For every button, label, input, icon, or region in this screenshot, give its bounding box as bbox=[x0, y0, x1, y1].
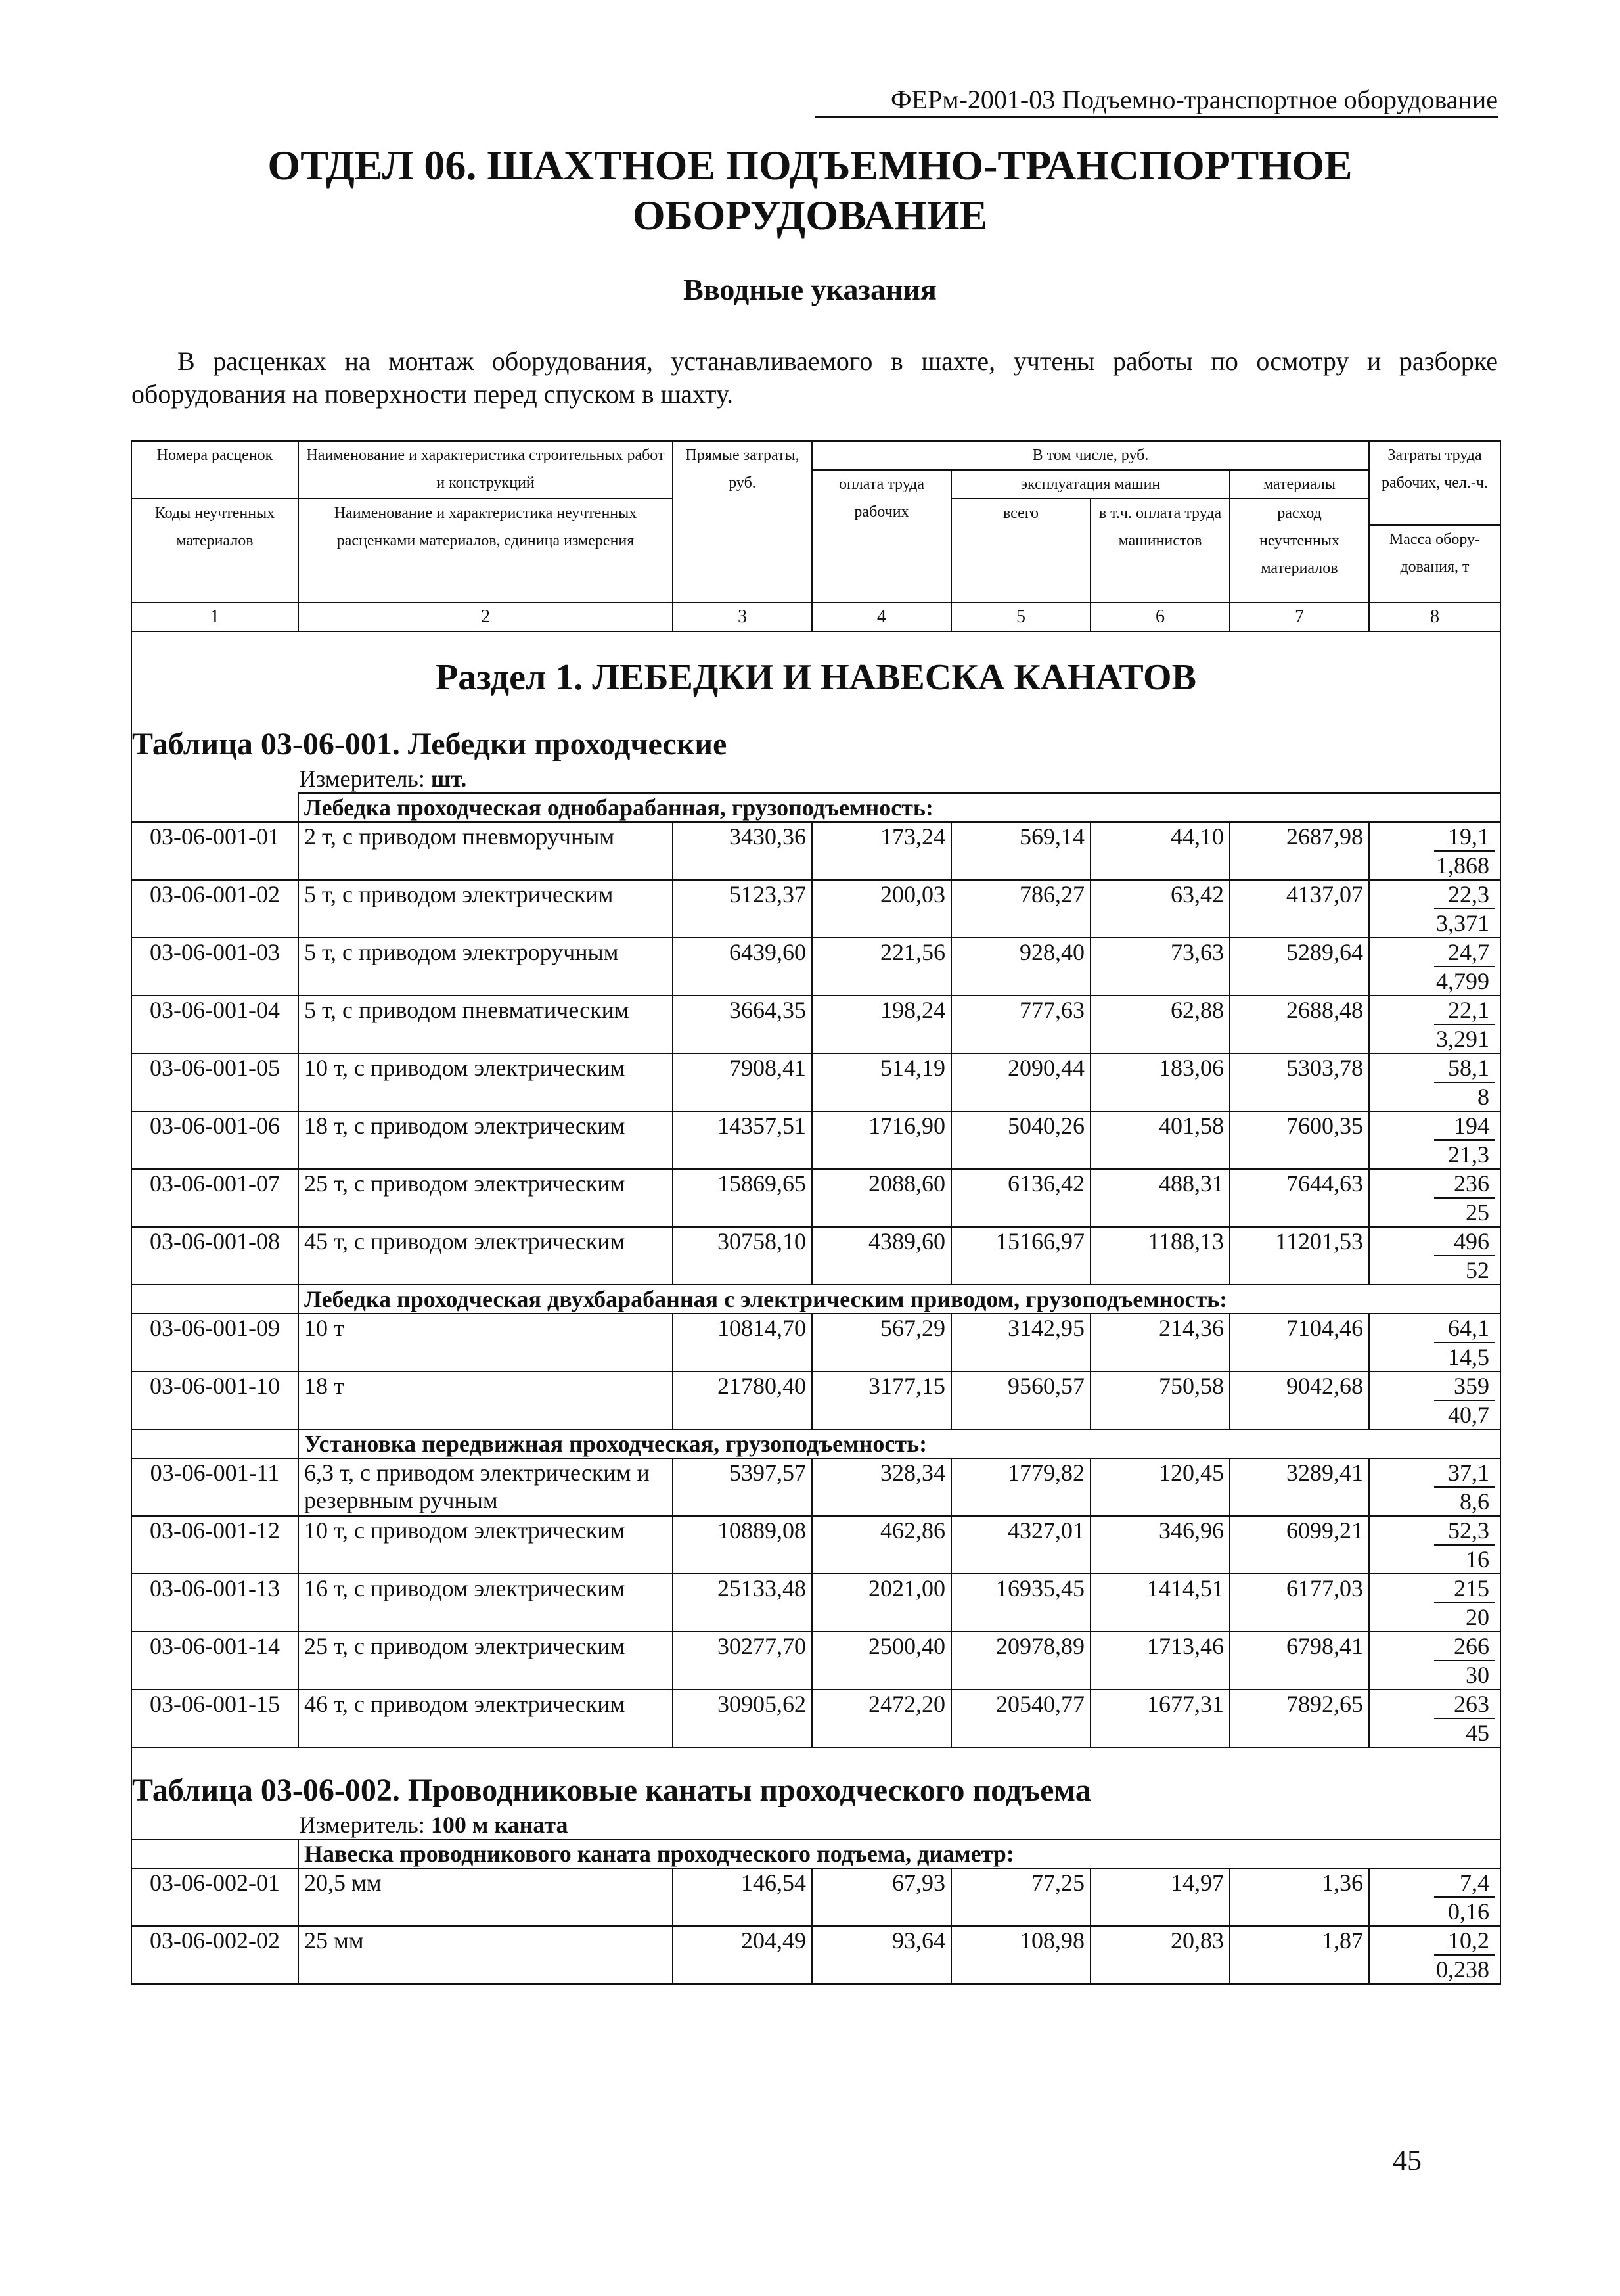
work-description: 5 т, с приводом пневматическим bbox=[298, 996, 673, 1053]
section-title: Раздел 1. ЛЕБЕДКИ И НАВЕСКА КАНАТОВ bbox=[436, 657, 1196, 698]
group-heading: Навеска проводникового каната проходческого подъема, диаметр: bbox=[298, 1839, 1500, 1868]
rate-code: 03-06-001-09 bbox=[131, 1314, 298, 1371]
worker-wages: 1716,90 bbox=[812, 1111, 951, 1169]
labor-and-mass bbox=[1369, 996, 1500, 1053]
material-costs: 7892,65 bbox=[1230, 1689, 1369, 1747]
worker-wages: 2021,00 bbox=[812, 1574, 951, 1632]
labor-hours: 194 bbox=[1434, 1112, 1495, 1141]
labor-hours: 263 bbox=[1434, 1690, 1495, 1719]
work-description: 45 т, с приводом электрическим bbox=[298, 1227, 673, 1285]
header-wages: оплата труда рабочих bbox=[812, 470, 951, 603]
rate-code: 03-06-002-01 bbox=[131, 1868, 298, 1926]
worker-wages: 4389,60 bbox=[812, 1227, 951, 1285]
rate-code: 03-06-001-12 bbox=[131, 1516, 298, 1574]
machinist-wages: 1677,31 bbox=[1091, 1689, 1230, 1747]
col-number: 1 bbox=[131, 603, 298, 631]
direct-costs: 146,54 bbox=[673, 1868, 812, 1926]
labor-and-mass bbox=[1369, 1574, 1500, 1632]
machinist-wages: 120,45 bbox=[1091, 1458, 1230, 1516]
direct-costs: 3430,36 bbox=[673, 822, 812, 880]
col-number: 8 bbox=[1369, 603, 1500, 631]
rate-code: 03-06-001-08 bbox=[131, 1227, 298, 1285]
machine-costs: 2090,44 bbox=[951, 1053, 1091, 1111]
machine-costs: 786,27 bbox=[951, 880, 1091, 938]
header-machines-wages: в т.ч. оплата труда машинистов bbox=[1091, 499, 1230, 603]
machinist-wages: 750,58 bbox=[1091, 1371, 1230, 1429]
table-row bbox=[131, 1689, 1500, 1747]
worker-wages: 328,34 bbox=[812, 1458, 951, 1516]
labor-hours: 19,1 bbox=[1434, 823, 1495, 852]
direct-costs: 15869,65 bbox=[673, 1169, 812, 1227]
worker-wages: 3177,15 bbox=[812, 1371, 951, 1429]
equipment-mass: 45 bbox=[1466, 1720, 1489, 1746]
measure-unit-value: шт. bbox=[430, 766, 467, 792]
equipment-mass: 0,238 bbox=[1436, 1956, 1489, 1983]
machine-costs: 20978,89 bbox=[951, 1632, 1091, 1689]
labor-hours: 7,4 bbox=[1434, 1869, 1495, 1898]
labor-hours: 215 bbox=[1434, 1574, 1495, 1603]
measure-unit-label: Измеритель: bbox=[299, 766, 425, 792]
material-costs: 3289,41 bbox=[1230, 1458, 1369, 1516]
machine-costs: 15166,97 bbox=[951, 1227, 1091, 1285]
table-row bbox=[131, 1111, 1500, 1169]
table-row bbox=[131, 1458, 1500, 1516]
worker-wages: 567,29 bbox=[812, 1314, 951, 1371]
work-description: 25 мм bbox=[298, 1926, 673, 1984]
direct-costs: 5123,37 bbox=[673, 880, 812, 938]
labor-and-mass bbox=[1369, 1926, 1500, 1984]
equipment-mass: 8 bbox=[1477, 1084, 1489, 1110]
header-including: В том числе, руб. bbox=[812, 441, 1369, 470]
equipment-mass: 52 bbox=[1466, 1257, 1489, 1283]
machinist-wages: 346,96 bbox=[1091, 1516, 1230, 1574]
rate-code: 03-06-002-02 bbox=[131, 1926, 298, 1984]
worker-wages: 93,64 bbox=[812, 1926, 951, 1984]
labor-hours: 58,1 bbox=[1434, 1054, 1495, 1083]
worker-wages: 67,93 bbox=[812, 1868, 951, 1926]
col-number: 3 bbox=[673, 603, 812, 631]
work-description: 5 т, с приводом электрическим bbox=[298, 880, 673, 938]
rate-code: 03-06-001-13 bbox=[131, 1574, 298, 1632]
material-costs: 11201,53 bbox=[1230, 1227, 1369, 1285]
machine-costs: 928,40 bbox=[951, 938, 1091, 996]
labor-and-mass bbox=[1369, 1314, 1500, 1371]
machinist-wages: 62,88 bbox=[1091, 996, 1230, 1053]
work-description: 10 т, с приводом электрическим bbox=[298, 1516, 673, 1574]
direct-costs: 10889,08 bbox=[673, 1516, 812, 1574]
header-unaccounted-codes: Коды неучтенных материалов bbox=[131, 499, 298, 603]
work-description: 5 т, с приводом электроручным bbox=[298, 938, 673, 996]
machinist-wages: 214,36 bbox=[1091, 1314, 1230, 1371]
header-mass: Масса обору-дования, т bbox=[1369, 525, 1500, 603]
direct-costs: 3664,35 bbox=[673, 996, 812, 1053]
labor-and-mass bbox=[1369, 1227, 1500, 1285]
material-costs: 2688,48 bbox=[1230, 996, 1369, 1053]
equipment-mass: 30 bbox=[1466, 1662, 1489, 1688]
rate-code: 03-06-001-07 bbox=[131, 1169, 298, 1227]
equipment-mass: 0,16 bbox=[1448, 1898, 1489, 1925]
worker-wages: 514,19 bbox=[812, 1053, 951, 1111]
labor-hours: 64,1 bbox=[1434, 1314, 1495, 1343]
header-name-top: Наименование и характеристика строительных работ и конструкций bbox=[298, 441, 673, 499]
table-row bbox=[131, 880, 1500, 938]
work-description: 16 т, с приводом электрическим bbox=[298, 1574, 673, 1632]
labor-and-mass bbox=[1369, 1689, 1500, 1747]
direct-costs: 10814,70 bbox=[673, 1314, 812, 1371]
col-number: 6 bbox=[1091, 603, 1230, 631]
labor-and-mass bbox=[1369, 1868, 1500, 1926]
table-title: Таблица 03-06-001. Лебедки проходческие bbox=[132, 727, 727, 762]
material-costs: 1,87 bbox=[1230, 1926, 1369, 1984]
table-row bbox=[131, 996, 1500, 1053]
rate-code: 03-06-001-06 bbox=[131, 1111, 298, 1169]
worker-wages: 2088,60 bbox=[812, 1169, 951, 1227]
equipment-mass: 16 bbox=[1466, 1546, 1489, 1573]
machine-costs: 6136,42 bbox=[951, 1169, 1091, 1227]
intro-heading: Вводные указания bbox=[683, 273, 937, 306]
labor-and-mass bbox=[1369, 1053, 1500, 1111]
machine-costs: 569,14 bbox=[951, 822, 1091, 880]
table-row bbox=[131, 822, 1500, 880]
equipment-mass: 8,6 bbox=[1460, 1488, 1489, 1515]
work-description: 6,3 т, с приводом электрическим и резервным ручным bbox=[298, 1458, 673, 1516]
work-description: 46 т, с приводом электрическим bbox=[298, 1689, 673, 1747]
material-costs: 2687,98 bbox=[1230, 822, 1369, 880]
col-number: 4 bbox=[812, 603, 951, 631]
machinist-wages: 1713,46 bbox=[1091, 1632, 1230, 1689]
group-heading: Лебедка проходческая двухбарабанная с электрическим приводом, грузоподъемность: bbox=[298, 1285, 1500, 1314]
equipment-mass: 1,868 bbox=[1436, 852, 1489, 879]
worker-wages: 2500,40 bbox=[812, 1632, 951, 1689]
labor-hours: 37,1 bbox=[1434, 1459, 1495, 1488]
header-materials-unaccounted: расход неучтенных материалов bbox=[1230, 499, 1369, 603]
labor-hours: 496 bbox=[1434, 1228, 1495, 1256]
intro-text: В расценках на монтаж оборудования, устанавливаемого в шахте, учтены работы по осмотру и разборке оборудования на поверхности перед спуском в шахту. bbox=[131, 346, 1498, 409]
rate-code: 03-06-001-04 bbox=[131, 996, 298, 1053]
measure-unit bbox=[132, 1811, 1500, 1839]
work-description: 25 т, с приводом электрическим bbox=[298, 1169, 673, 1227]
machine-costs: 20540,77 bbox=[951, 1689, 1091, 1747]
labor-and-mass bbox=[1369, 822, 1500, 880]
table-row bbox=[131, 1371, 1500, 1429]
work-description: 18 т, с приводом электрическим bbox=[298, 1111, 673, 1169]
material-costs: 5303,78 bbox=[1230, 1053, 1369, 1111]
machinist-wages: 183,06 bbox=[1091, 1053, 1230, 1111]
table-row bbox=[131, 1053, 1500, 1111]
col-number: 5 bbox=[951, 603, 1091, 631]
direct-costs: 14357,51 bbox=[673, 1111, 812, 1169]
header-materials: материалы bbox=[1230, 470, 1369, 499]
work-description: 10 т, с приводом электрическим bbox=[298, 1053, 673, 1111]
table-row bbox=[131, 1516, 1500, 1574]
rate-code: 03-06-001-15 bbox=[131, 1689, 298, 1747]
machinist-wages: 401,58 bbox=[1091, 1111, 1230, 1169]
machinist-wages: 44,10 bbox=[1091, 822, 1230, 880]
direct-costs: 30277,70 bbox=[673, 1632, 812, 1689]
direct-costs: 30905,62 bbox=[673, 1689, 812, 1747]
machinist-wages: 488,31 bbox=[1091, 1169, 1230, 1227]
col-number: 7 bbox=[1230, 603, 1369, 631]
equipment-mass: 3,371 bbox=[1436, 910, 1489, 936]
labor-hours: 266 bbox=[1434, 1632, 1495, 1661]
work-description: 20,5 мм bbox=[298, 1868, 673, 1926]
equipment-mass: 40,7 bbox=[1448, 1402, 1489, 1428]
table-row bbox=[131, 1314, 1500, 1371]
work-description: 18 т bbox=[298, 1371, 673, 1429]
material-costs: 5289,64 bbox=[1230, 938, 1369, 996]
work-description: 2 т, с приводом пневморучным bbox=[298, 822, 673, 880]
machine-costs: 5040,26 bbox=[951, 1111, 1091, 1169]
equipment-mass: 20 bbox=[1466, 1604, 1489, 1630]
labor-and-mass bbox=[1369, 1169, 1500, 1227]
table-row bbox=[131, 1926, 1500, 1984]
rate-code: 03-06-001-14 bbox=[131, 1632, 298, 1689]
direct-costs: 5397,57 bbox=[673, 1458, 812, 1516]
worker-wages: 173,24 bbox=[812, 822, 951, 880]
machinist-wages: 63,42 bbox=[1091, 880, 1230, 938]
rate-code: 03-06-001-10 bbox=[131, 1371, 298, 1429]
measure-unit-label: Измеритель: bbox=[299, 1812, 425, 1838]
machine-costs: 108,98 bbox=[951, 1926, 1091, 1984]
machine-costs: 16935,45 bbox=[951, 1574, 1091, 1632]
header-codes-top: Номера расценок bbox=[131, 441, 298, 499]
labor-hours: 22,3 bbox=[1434, 881, 1495, 909]
equipment-mass: 4,799 bbox=[1436, 968, 1489, 994]
rate-code: 03-06-001-11 bbox=[131, 1458, 298, 1516]
labor-and-mass bbox=[1369, 1111, 1500, 1169]
material-costs: 9042,68 bbox=[1230, 1371, 1369, 1429]
price-table bbox=[131, 440, 1501, 1985]
material-costs: 7600,35 bbox=[1230, 1111, 1369, 1169]
table-row bbox=[131, 1868, 1500, 1926]
page-title-line-1: ОТДЕЛ 06. ШАХТНОЕ ПОДЪЕМНО-ТРАНСПОРТНОЕ bbox=[267, 142, 1353, 189]
rate-code: 03-06-001-02 bbox=[131, 880, 298, 938]
table-row bbox=[131, 1227, 1500, 1285]
labor-and-mass bbox=[1369, 1632, 1500, 1689]
direct-costs: 30758,10 bbox=[673, 1227, 812, 1285]
table-row bbox=[131, 1574, 1500, 1632]
machine-costs: 77,25 bbox=[951, 1868, 1091, 1926]
material-costs: 6099,21 bbox=[1230, 1516, 1369, 1574]
group-heading: Лебедка проходческая однобарабанная, грузоподъемность: bbox=[298, 793, 1500, 822]
machine-costs: 4327,01 bbox=[951, 1516, 1091, 1574]
worker-wages: 462,86 bbox=[812, 1516, 951, 1574]
machinist-wages: 14,97 bbox=[1091, 1868, 1230, 1926]
direct-costs: 6439,60 bbox=[673, 938, 812, 996]
measure-unit bbox=[132, 765, 1500, 792]
material-costs: 4137,07 bbox=[1230, 880, 1369, 938]
machine-costs: 1779,82 bbox=[951, 1458, 1091, 1516]
labor-hours: 10,2 bbox=[1434, 1927, 1495, 1956]
direct-costs: 21780,40 bbox=[673, 1371, 812, 1429]
header-machines: эксплуатация машин bbox=[951, 470, 1230, 499]
material-costs: 6177,03 bbox=[1230, 1574, 1369, 1632]
machine-costs: 3142,95 bbox=[951, 1314, 1091, 1371]
col-number: 2 bbox=[298, 603, 673, 631]
machinist-wages: 20,83 bbox=[1091, 1926, 1230, 1984]
table-row bbox=[131, 938, 1500, 996]
page-title-line-2: ОБОРУДОВАНИЕ bbox=[632, 192, 988, 239]
labor-hours: 24,7 bbox=[1434, 938, 1495, 967]
measure-unit-value: 100 м каната bbox=[430, 1812, 568, 1838]
equipment-mass: 3,291 bbox=[1436, 1026, 1489, 1052]
worker-wages: 221,56 bbox=[812, 938, 951, 996]
equipment-mass: 14,5 bbox=[1448, 1344, 1489, 1370]
labor-hours: 22,1 bbox=[1434, 996, 1495, 1025]
table-row bbox=[131, 1632, 1500, 1689]
header-labor: Затраты труда рабочих, чел.-ч. bbox=[1369, 441, 1500, 525]
labor-and-mass bbox=[1369, 1371, 1500, 1429]
labor-hours: 236 bbox=[1434, 1170, 1495, 1199]
labor-hours: 52,3 bbox=[1434, 1517, 1495, 1546]
table-title: Таблица 03-06-002. Проводниковые канаты проходческого подъема bbox=[132, 1773, 1091, 1808]
labor-and-mass bbox=[1369, 938, 1500, 996]
material-costs: 7644,63 bbox=[1230, 1169, 1369, 1227]
worker-wages: 2472,20 bbox=[812, 1689, 951, 1747]
labor-and-mass bbox=[1369, 880, 1500, 938]
direct-costs: 204,49 bbox=[673, 1926, 812, 1984]
labor-hours: 359 bbox=[1434, 1372, 1495, 1401]
rate-code: 03-06-001-03 bbox=[131, 938, 298, 996]
labor-and-mass bbox=[1369, 1458, 1500, 1516]
machine-costs: 9560,57 bbox=[951, 1371, 1091, 1429]
header-unaccounted-name: Наименование и характеристика неучтенных расценками материалов, единица измерения bbox=[298, 499, 673, 603]
work-description: 25 т, с приводом электрическим bbox=[298, 1632, 673, 1689]
machine-costs: 777,63 bbox=[951, 996, 1091, 1053]
worker-wages: 200,03 bbox=[812, 880, 951, 938]
rate-code: 03-06-001-05 bbox=[131, 1053, 298, 1111]
page-number: 45 bbox=[1393, 2144, 1422, 2176]
header-direct-costs: Прямые затраты, руб. bbox=[673, 441, 812, 603]
material-costs: 6798,41 bbox=[1230, 1632, 1369, 1689]
header-machines-total: всего bbox=[951, 499, 1091, 603]
direct-costs: 25133,48 bbox=[673, 1574, 812, 1632]
material-costs: 1,36 bbox=[1230, 1868, 1369, 1926]
machinist-wages: 1188,13 bbox=[1091, 1227, 1230, 1285]
machinist-wages: 73,63 bbox=[1091, 938, 1230, 996]
rate-code: 03-06-001-01 bbox=[131, 822, 298, 880]
direct-costs: 7908,41 bbox=[673, 1053, 812, 1111]
material-costs: 7104,46 bbox=[1230, 1314, 1369, 1371]
equipment-mass: 21,3 bbox=[1448, 1141, 1489, 1168]
equipment-mass: 25 bbox=[1466, 1199, 1489, 1226]
running-header: ФЕРм-2001-03 Подъемно-транспортное оборудование bbox=[815, 84, 1498, 118]
group-heading: Установка передвижная проходческая, грузоподъемность: bbox=[298, 1429, 1500, 1458]
table-row bbox=[131, 1169, 1500, 1227]
machinist-wages: 1414,51 bbox=[1091, 1574, 1230, 1632]
worker-wages: 198,24 bbox=[812, 996, 951, 1053]
work-description: 10 т bbox=[298, 1314, 673, 1371]
labor-and-mass bbox=[1369, 1516, 1500, 1574]
